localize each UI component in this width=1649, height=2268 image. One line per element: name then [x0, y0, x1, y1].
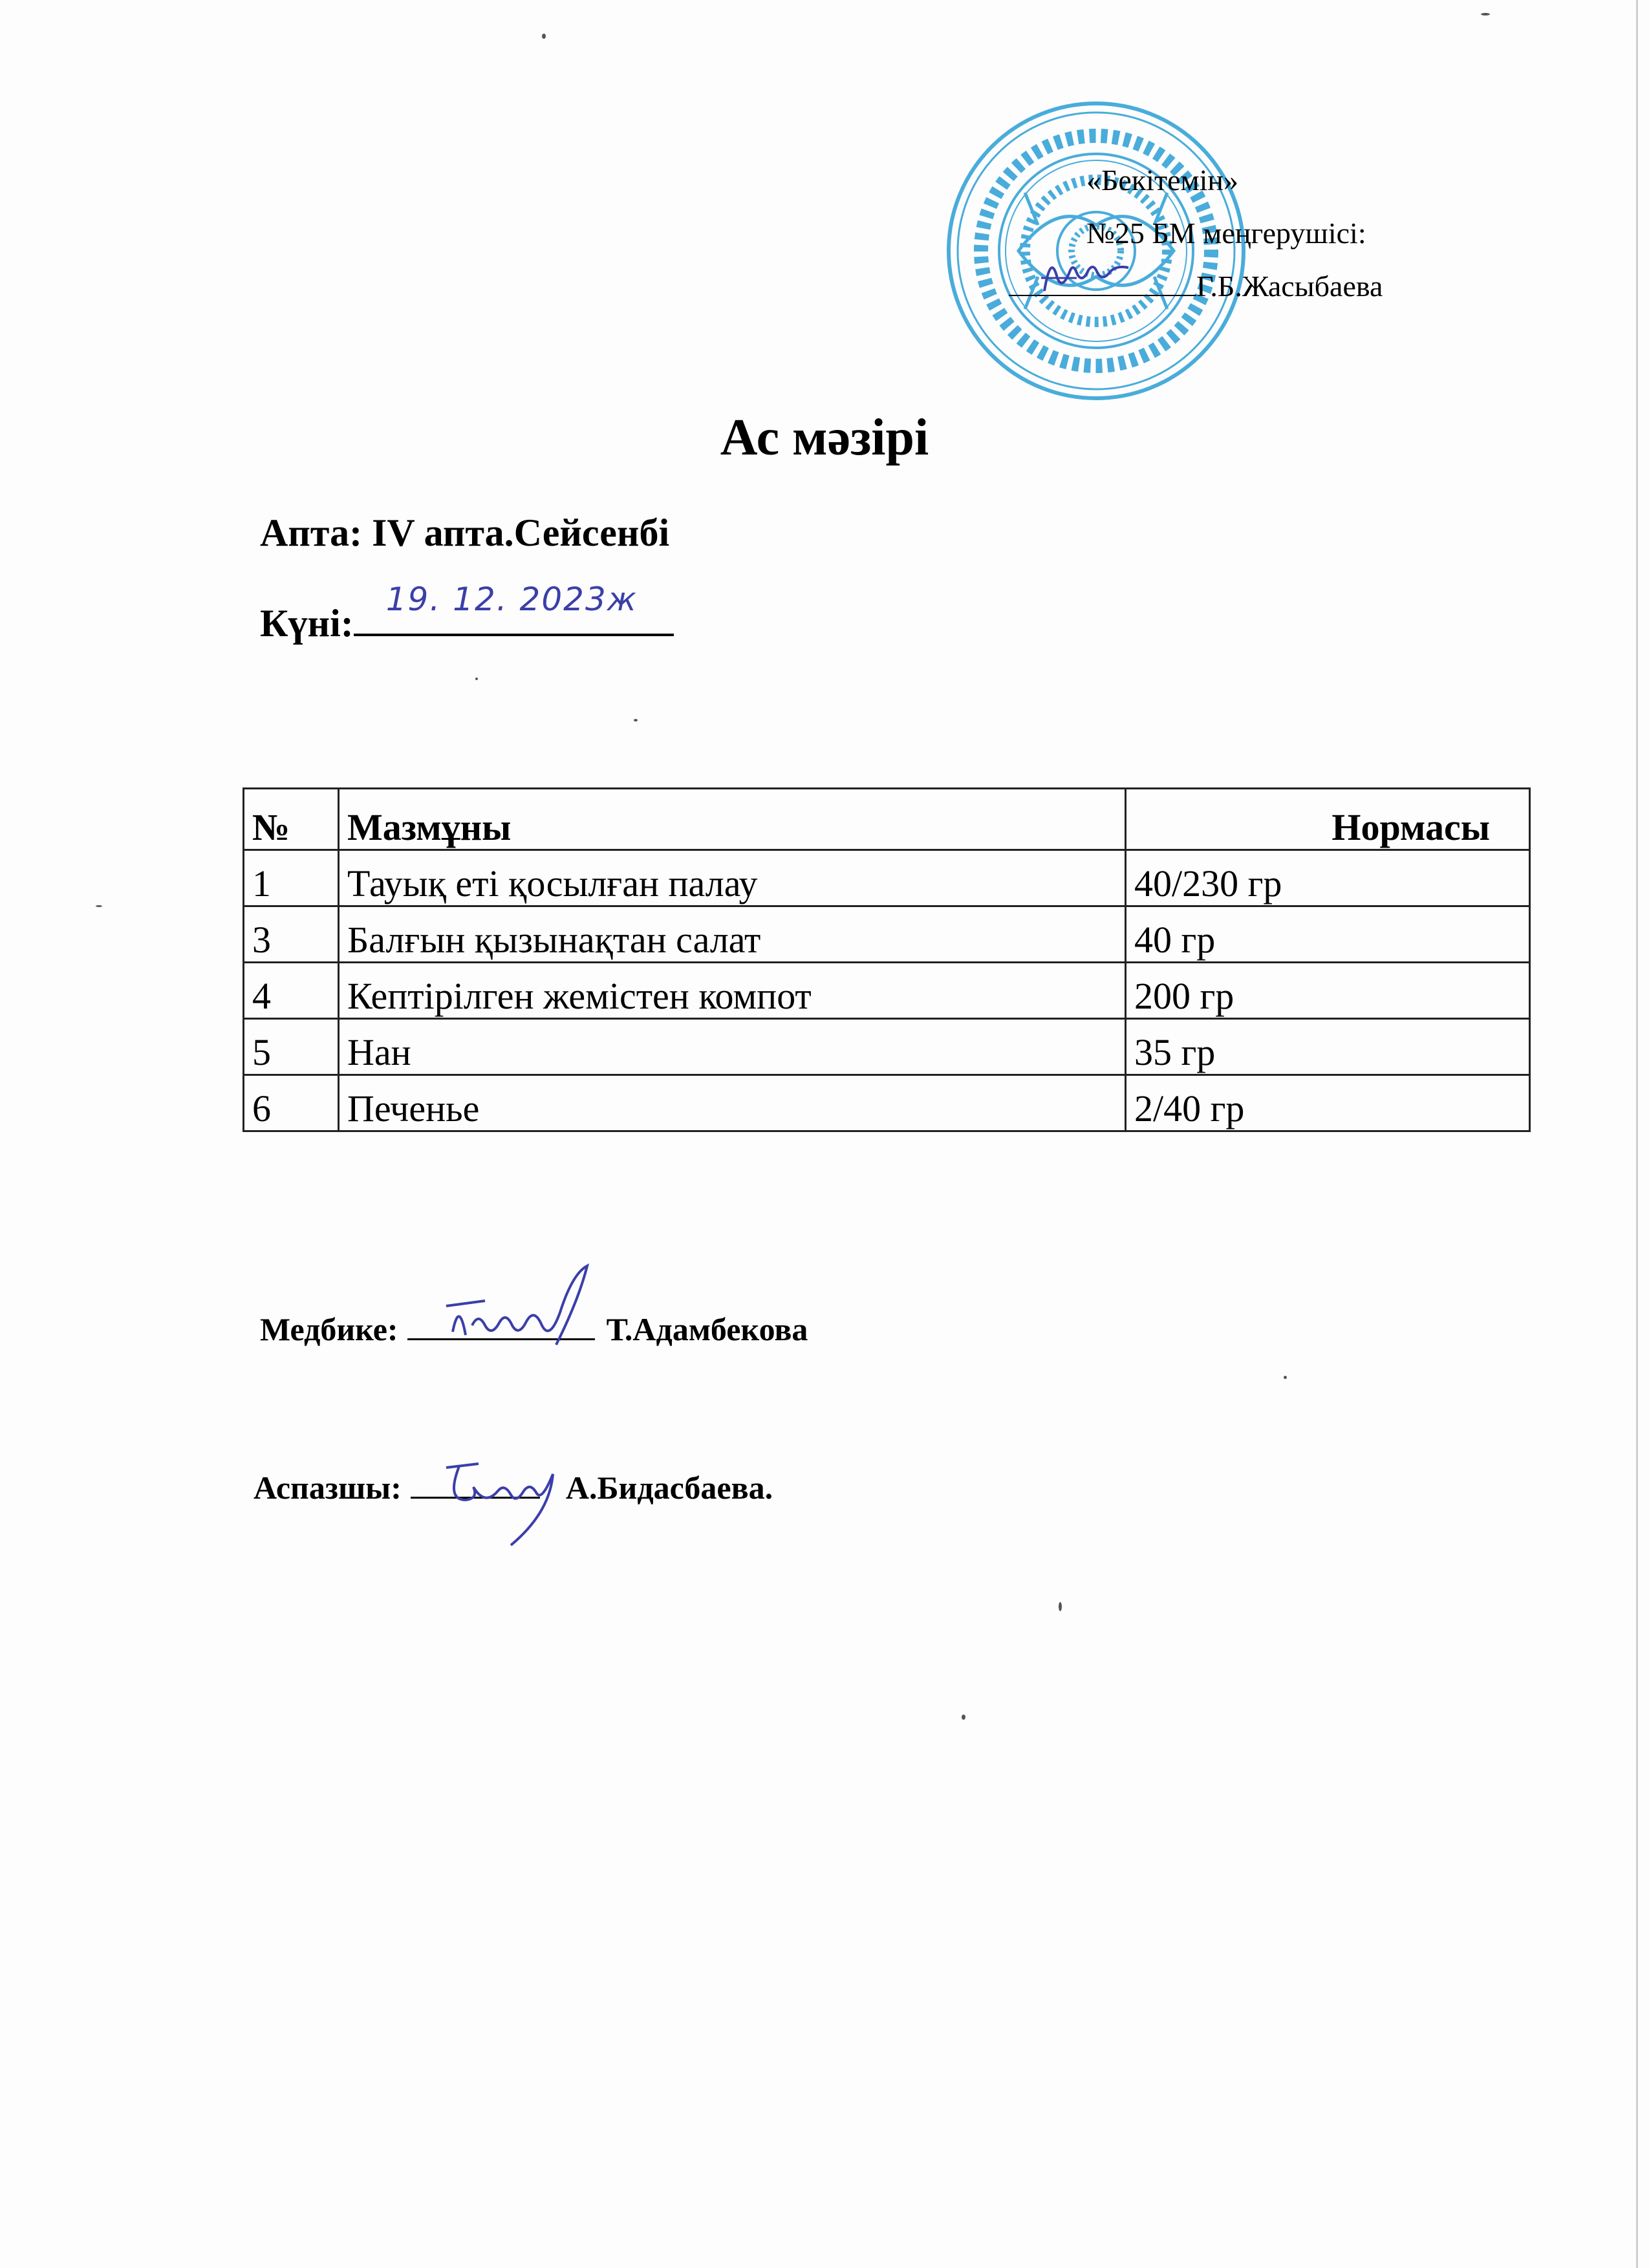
- row-number: 3: [244, 906, 339, 963]
- nurse-label: Медбике:: [260, 1311, 398, 1347]
- table-header-row: [244, 789, 1530, 850]
- approval-position: №25 БМ меңгерушісі:: [1086, 217, 1366, 250]
- menu-table: [242, 787, 1531, 1132]
- document-title: Ас мәзірі: [720, 409, 929, 466]
- row-number: 6: [244, 1075, 339, 1131]
- row-number: 5: [244, 1019, 339, 1075]
- row-dish: Тауық еті қосылған палау: [339, 850, 1126, 906]
- row-number: 4: [244, 963, 339, 1019]
- scan-speck: [1481, 13, 1490, 16]
- table-row: [244, 963, 1530, 1019]
- nurse-name: Т.Адамбекова: [606, 1311, 808, 1347]
- row-norm: 200 гр: [1126, 963, 1530, 1019]
- row-norm: 2/40 гр: [1126, 1075, 1530, 1131]
- week-day-line: Апта: IV апта.Сейсенбі: [260, 511, 670, 554]
- header-content: Мазмұны: [339, 789, 1126, 850]
- table-row: [244, 1075, 1530, 1131]
- nurse-signature-icon: [440, 1261, 608, 1358]
- row-norm: 35 гр: [1126, 1019, 1530, 1075]
- approval-head-name: Г.Б.Жасыбаева: [1196, 270, 1383, 303]
- cook-signature-icon: [440, 1448, 569, 1552]
- scan-speck: [1284, 1376, 1287, 1379]
- table-row: [244, 906, 1530, 963]
- scan-speck: [542, 34, 546, 39]
- table-row: [244, 850, 1530, 906]
- head-signature-icon: [1038, 239, 1135, 297]
- scan-speck: [1059, 1602, 1062, 1611]
- scan-speck: [475, 678, 478, 680]
- approval-title: «Бекітемін»: [1086, 164, 1238, 197]
- scan-edge-line: [1636, 0, 1638, 2268]
- row-dish: Нан: [339, 1019, 1126, 1075]
- row-number: 1: [244, 850, 339, 906]
- header-number: №: [244, 789, 339, 850]
- row-dish: Кептірілген жемістен компот: [339, 963, 1126, 1019]
- table-row: [244, 1019, 1530, 1075]
- scan-speck: [96, 905, 102, 907]
- row-norm: 40 гр: [1126, 906, 1530, 963]
- cook-name: А.Бидасбаева.: [565, 1470, 773, 1506]
- row-dish: Балғын қызынақтан салат: [339, 906, 1126, 963]
- date-label: Күні:: [260, 602, 354, 645]
- date-handwritten: 19. 12. 2023ж: [385, 581, 638, 618]
- cook-label: Аспазшы:: [253, 1470, 402, 1506]
- date-field: [354, 581, 674, 636]
- scan-speck: [634, 719, 638, 722]
- date-line: [260, 581, 674, 646]
- scan-speck: [962, 1715, 965, 1720]
- row-norm: 40/230 гр: [1126, 850, 1530, 906]
- header-norm: Нормасы: [1126, 789, 1530, 850]
- row-dish: Печенье: [339, 1075, 1126, 1131]
